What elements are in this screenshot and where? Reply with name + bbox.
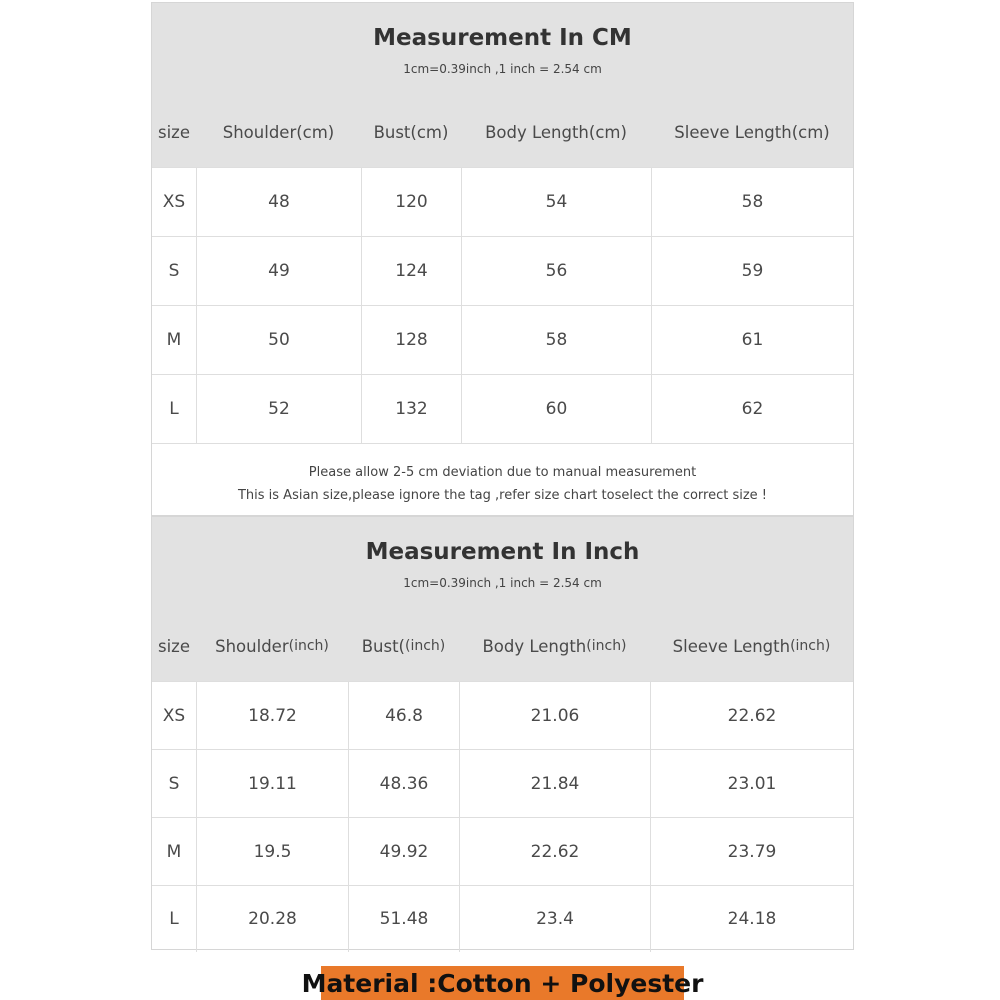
cm-measurement-table (151, 2, 854, 516)
cm-header-body-length: Body Length(cm) (485, 122, 627, 142)
shoulder-cell: 50 (196, 306, 361, 374)
size-cell: S (168, 773, 180, 794)
shoulder-cell: 49 (196, 237, 361, 305)
size-cell: M (166, 330, 182, 350)
cm-header-bust: Bust(cm) (373, 122, 449, 142)
table-row (152, 885, 853, 952)
size-cell: M (166, 841, 182, 862)
inch-header-size (152, 625, 196, 667)
inch-table-header (152, 517, 853, 681)
header-main-text: size (158, 636, 190, 656)
sleeve-length-cell: 22.62 (650, 682, 853, 749)
table-row (152, 167, 853, 236)
cm-table-header (152, 3, 853, 167)
size-cell: S (168, 261, 180, 281)
shoulder-cell: 20.28 (196, 886, 348, 952)
inch-header-shoulder (196, 625, 348, 667)
shoulder-cell: 48 (196, 168, 361, 236)
bust-cell: 49.92 (348, 818, 459, 885)
inch-header-sleeve-length (650, 625, 853, 667)
table-row (152, 681, 853, 749)
cm-column-headers (152, 111, 853, 153)
sleeve-length-cell: 58 (651, 168, 853, 236)
table-row (152, 817, 853, 885)
sleeve-length-cell: 61 (651, 306, 853, 374)
bust-cell: 51.48 (348, 886, 459, 952)
size-cell: XS (162, 705, 186, 726)
body-length-cell: 23.4 (459, 886, 650, 952)
inch-header-body-length (459, 625, 650, 667)
bust-cell: 46.8 (348, 682, 459, 749)
header-main-text: Body Length (482, 636, 587, 656)
body-length-cell: 21.06 (459, 682, 650, 749)
shoulder-cell: 52 (196, 375, 361, 443)
shoulder-cell: 19.11 (196, 750, 348, 817)
deviation-note: Please allow 2-5 cm deviation due to manual measurement (308, 465, 697, 480)
shoulder-cell: 19.5 (196, 818, 348, 885)
bust-cell: 120 (361, 168, 461, 236)
shoulder-cell: 18.72 (196, 682, 348, 749)
body-length-cell: 54 (461, 168, 651, 236)
measurement-note (152, 443, 853, 519)
sleeve-length-cell: 62 (651, 375, 853, 443)
inch-header-bust (348, 625, 459, 667)
body-length-cell: 56 (461, 237, 651, 305)
body-length-cell: 22.62 (459, 818, 650, 885)
body-length-cell: 60 (461, 375, 651, 443)
table-row (152, 236, 853, 305)
header-main-text: Bust( (361, 636, 405, 656)
table-row (152, 749, 853, 817)
size-cell: XS (162, 192, 186, 212)
sleeve-length-cell: 59 (651, 237, 853, 305)
bust-cell: 48.36 (348, 750, 459, 817)
material-label: Material :Cotton + Polyester (321, 966, 684, 1000)
size-cell: L (169, 399, 179, 419)
cm-table-subtitle: 1cm=0.39inch ,1 inch = 2.54 cm (403, 62, 602, 76)
asian-size-note: This is Asian size,please ignore the tag ,refer size chart toselect the correct size ! (237, 488, 768, 503)
header-unit-text: (inch) (405, 638, 446, 654)
inch-table-subtitle: 1cm=0.39inch ,1 inch = 2.54 cm (403, 576, 602, 590)
inch-column-headers (152, 625, 853, 667)
table-row (152, 305, 853, 374)
sleeve-length-cell: 23.79 (650, 818, 853, 885)
sleeve-length-cell: 23.01 (650, 750, 853, 817)
bust-cell: 128 (361, 306, 461, 374)
bust-cell: 124 (361, 237, 461, 305)
cm-header-size: size (158, 122, 190, 142)
header-main-text: Sleeve Length (672, 636, 791, 656)
body-length-cell: 58 (461, 306, 651, 374)
sleeve-length-cell: 24.18 (650, 886, 853, 952)
cm-header-sleeve-length: Sleeve Length(cm) (674, 122, 830, 142)
cm-header-shoulder: Shoulder(cm) (222, 122, 335, 142)
cm-table-title: Measurement In CM (373, 25, 632, 51)
header-unit-text: (inch) (790, 638, 831, 654)
header-unit-text: (inch) (586, 638, 627, 654)
size-cell: L (169, 909, 179, 929)
bust-cell: 132 (361, 375, 461, 443)
inch-table-title: Measurement In Inch (365, 539, 640, 565)
table-row (152, 374, 853, 443)
body-length-cell: 21.84 (459, 750, 650, 817)
header-main-text: Shoulder (215, 636, 289, 656)
inch-measurement-table (151, 516, 854, 950)
header-unit-text: (inch) (288, 638, 329, 654)
